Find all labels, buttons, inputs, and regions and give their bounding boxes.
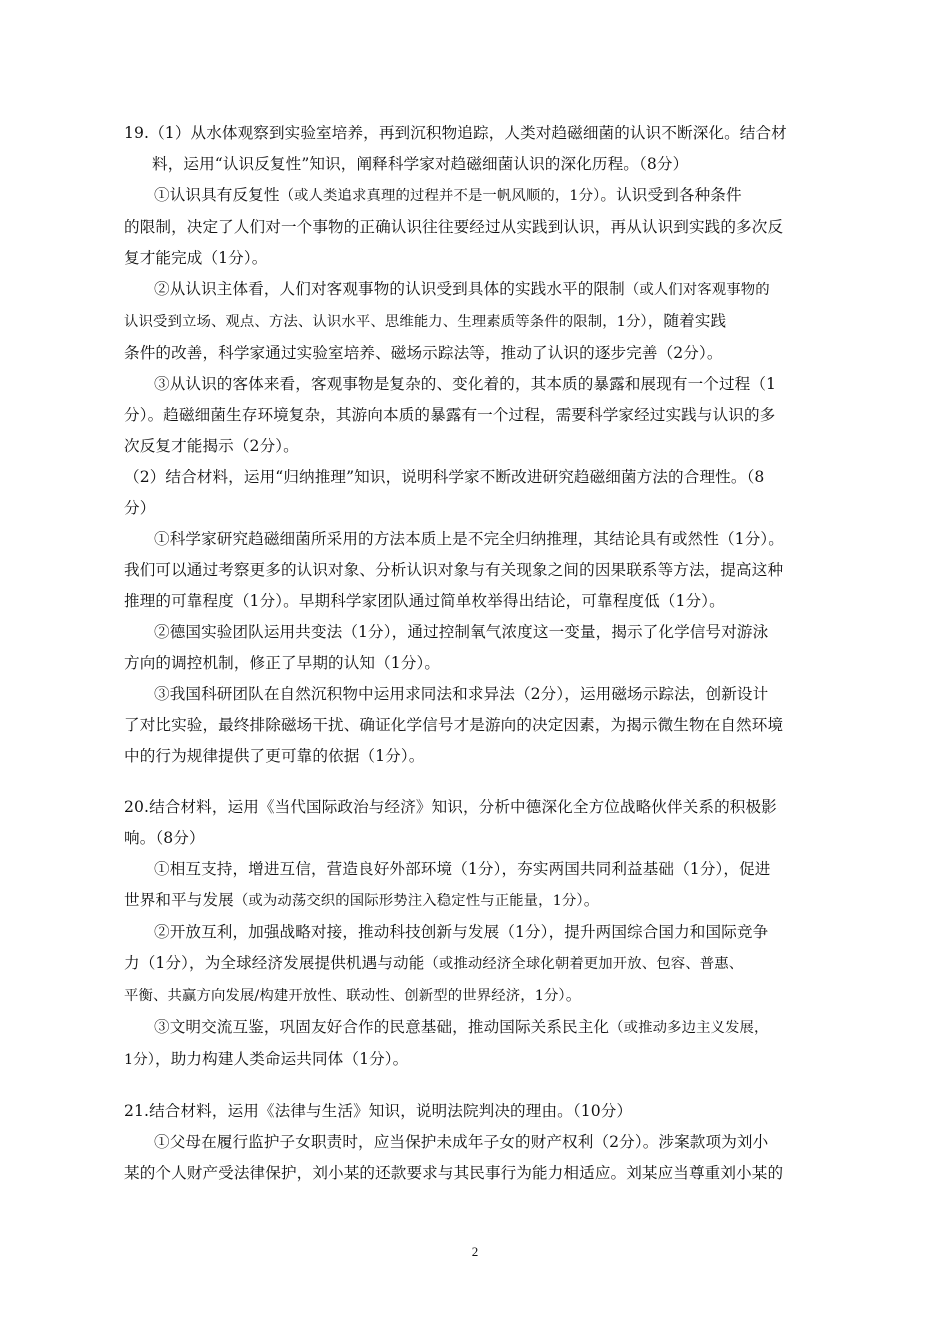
- q19-answer-1-cont: 的限制，决定了人们对一个事物的正确认识往往要经过从实践到认识，再从认识到实践的多次反: [124, 218, 784, 236]
- q19-part2-answer-1-cont: 推理的可靠程度（1分）。早期科学家团队通过简单枚举得出结论，可靠程度低（1分）。: [124, 592, 725, 610]
- section-gap: [124, 772, 834, 792]
- q19-answer-1-cont: 复才能完成（1分）。: [124, 249, 268, 267]
- q19-part2-answer-2-cont: 方向的调控机制，修正了早期的认知（1分）。: [124, 654, 441, 672]
- answer-text: ，随着实践: [647, 312, 727, 330]
- q19-answer-3-cont: 分）。趋磁细菌生存环境复杂，其游向本质的暴露有一个过程，需要科学家经过实践与认识的多: [124, 406, 776, 424]
- answer-text: ，助力构建人类命运共同体（1分）。: [155, 1050, 409, 1068]
- question-19: [124, 118, 834, 772]
- answer-text: ③文明交流互鉴，巩固友好合作的民意基础，推动国际关系民主化: [154, 1018, 610, 1036]
- answer-text: ①认识具有反复性: [154, 186, 280, 204]
- q19-part2-answer-1-cont: 我们可以通过考察更多的认识对象、分析认识对象与有关现象之间的因果联系等方法，提高这种: [124, 561, 784, 579]
- q19-answer-2: [124, 274, 834, 306]
- q21-answer-1-cont: 某的个人财产受法律保护，刘小某的还款要求与其民事行为能力相适应。刘某应当尊重刘小某的: [124, 1164, 784, 1182]
- answer-note: （或人们对客观事物的: [624, 282, 770, 298]
- question-21: [124, 1096, 834, 1189]
- page-number: 2: [471, 1244, 479, 1259]
- q19-part2-answer-3-cont: 中的行为规律提供了更可靠的依据（1分）。: [124, 747, 425, 765]
- q19-part2-question: （2）结合材料，运用“归纳推理”知识，说明科学家不断改进研究趋磁细菌方法的合理性。（8: [124, 468, 765, 486]
- q20-answer-2: ②开放互利，加强战略对接，推动科技创新与发展（1分），提升两国综合国力和国际竞争: [154, 923, 769, 941]
- q21-answer-1: ①父母在履行监护子女职责时，应当保护未成年子女的财产权利（2分）。涉案款项为刘小: [154, 1133, 769, 1151]
- q19-answer-2-cont: 条件的改善，科学家通过实验室培养、磁场示踪法等，推动了认识的逐步完善（2分）。: [124, 344, 723, 362]
- answer-text: 力（1分），为全球经济发展提供机遇与动能: [124, 954, 425, 972]
- q19-part2-answer-1: ①科学家研究趋磁细菌所采用的方法本质上是不完全归纳推理，其结论具有或然性（1分）。: [154, 530, 784, 548]
- q19-part2-answer-3-cont: 了对比实验，最终排除磁场干扰、确证化学信号才是游向的决定因素，为揭示微生物在自然环境: [124, 716, 784, 734]
- answer-note: （或人类追求真理的过程并不是一帆风顺的，1分）: [279, 188, 601, 204]
- q19-answer-3-cont: 次反复才能揭示（2分）。: [124, 437, 299, 455]
- answer-text: 。: [583, 891, 600, 909]
- document-body: [124, 118, 834, 1189]
- q20-answer-1-cont: [124, 885, 834, 917]
- q19-answer-1: [124, 180, 834, 212]
- q20-question: 20.结合材料，运用《当代国际政治与经济》知识，分析中德深化全方位战略伙伴关系的积极影: [124, 798, 777, 816]
- q20-answer-2-cont: [124, 948, 834, 980]
- q19-answer-2-cont: [124, 306, 834, 338]
- q19-part2-answer-3: ③我国科研团队在自然沉积物中运用求同法和求异法（2分），运用磁场示踪法，创新设计: [154, 685, 769, 703]
- q20-question-cont: 响。（8分）: [124, 829, 205, 847]
- q19-part2-answer-2: ②德国实验团队运用共变法（1分），通过控制氧气浓度这一变量，揭示了化学信号对游泳: [154, 623, 769, 641]
- answer-note: （或推动经济全球化朝着更加开放、包容、普惠、: [424, 956, 744, 972]
- question-20: [124, 792, 834, 1076]
- q20-answer-3: [124, 1012, 834, 1044]
- answer-note: （或为动荡交织的国际形势注入稳定性与正能量，1分）: [233, 893, 584, 909]
- answer-text: 世界和平与发展: [124, 891, 234, 909]
- q19-part1-question: 19.（1）从水体观察到实验室培养，再到沉积物追踪，人类对趋磁细菌的认识不断深化。结合材: [124, 124, 787, 142]
- answer-note: 认识受到立场、观点、方法、认识水平、思维能力、生理素质等条件的限制，1分）: [124, 314, 648, 330]
- answer-note: 1分）: [124, 1052, 156, 1068]
- q20-answer-2-cont: [124, 980, 834, 1012]
- answer-text: 。: [565, 986, 582, 1004]
- q21-question: 21.结合材料，运用《法律与生活》知识，说明法院判决的理由。（10分）: [124, 1102, 633, 1120]
- answer-note: 平衡、共赢方向发展/构建开放性、联动性、创新型的世界经济，1分）: [124, 988, 566, 1004]
- answer-text: ②从认识主体看，人们对客观事物的认识受到具体的实践水平的限制: [154, 280, 625, 298]
- answer-text: 。认识受到各种条件: [600, 186, 742, 204]
- q19-answer-3: ③从认识的客体来看，客观事物是复杂的、变化着的，其本质的暴露和展现有一个过程（1: [154, 375, 777, 393]
- answer-note: （或推动多边主义发展，: [609, 1020, 769, 1036]
- q20-answer-1: ①相互支持，增进互信，营造良好外部环境（1分），夯实两国共同利益基础（1分），促进: [154, 860, 771, 878]
- section-gap: [124, 1076, 834, 1096]
- q20-answer-3-cont: [124, 1044, 834, 1076]
- q19-part1-question-cont: 料，运用“认识反复性”知识，阐释科学家对趋磁细菌认识的深化历程。（8分）: [152, 155, 689, 173]
- q19-part2-question-cont: 分）: [124, 499, 156, 517]
